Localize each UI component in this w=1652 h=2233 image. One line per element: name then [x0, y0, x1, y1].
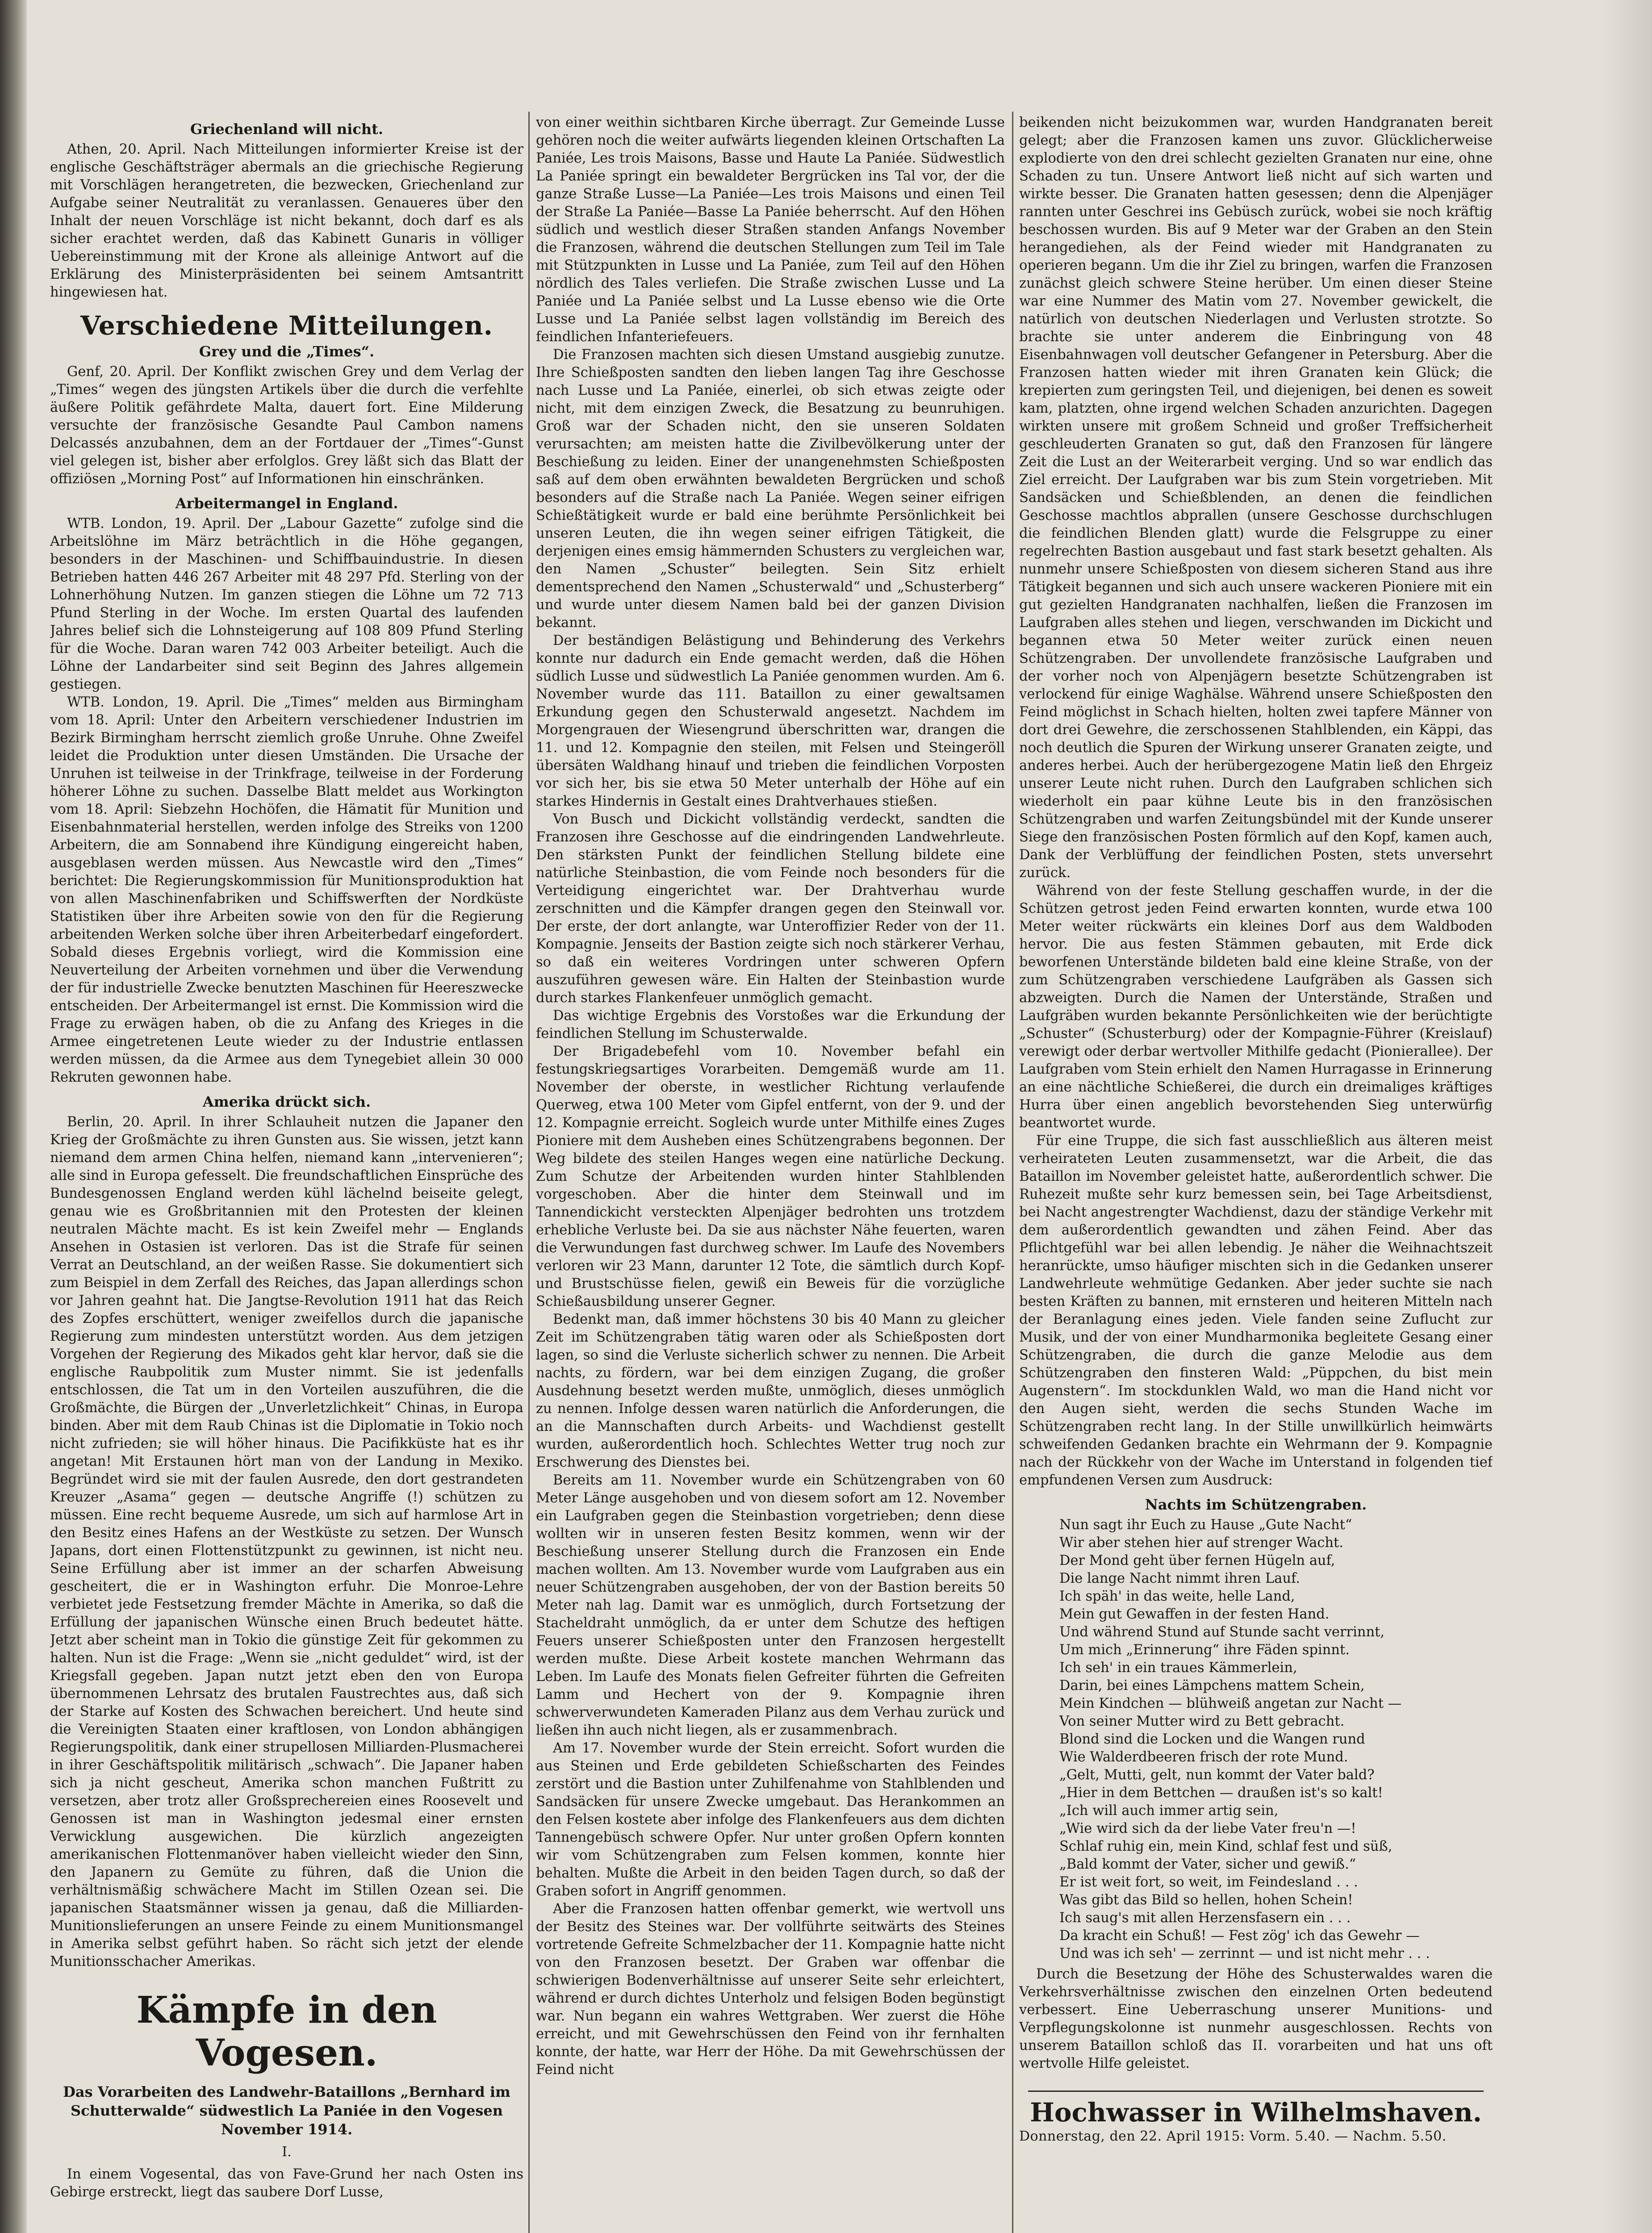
column-right — [1019, 114, 1493, 2233]
poem-line: Ich saug's mit allen Herzensfasern ein . . . — [1059, 1910, 1351, 1926]
tide-heading: Hochwasser in Wilhelmshaven. — [1030, 2097, 1482, 2128]
article-paragraph: WTB. London, 19. April. Der „Labour Gazette“ zufolge sind die Arbeitslöhne im März beträchtlich in die Höhe gegangen, besonders in der Maschinen- und Schiffbauindustrie. In diesen Betrieben hatten 446 267 Arbeiter mit 48 297 Pfd. Sterling von der Lohnerhöhung Nutzen. Im ganzen stiegen die Löhne um 72 713 Pfund Sterling in der Woche. Im ersten Quartal des laufenden Jahres belief sich die Lohnsteigerung auf 108 809 Pfund Sterling für die Woche. Daran waren 742 003 Arbeiter beteiligt. Auch die Löhne der Landarbeiter sind seit Beginn des Jahres allgemein gestiegen. — [50, 516, 523, 692]
poem-line: Der Mond geht über fernen Hügeln auf, — [1059, 1553, 1335, 1568]
column-divider — [528, 112, 530, 2233]
article-paragraph: Berlin, 20. April. In ihrer Schlauheit nutzen die Japaner den Krieg der Großmächte zu ihren Gunsten aus. Sie wissen, jetzt kann niemand dem armen China helfen, niemand kann „intervenieren“; alle sind in Europa gefesselt. Die freundschaftlichen Einsprüche des Bundesgenossen England werden kühl lächelnd beiseite gelegt, genau wie es Großbritannien mit den Protesten der kleinen neutralen Mächte macht. Es ist kein Zweifel mehr — Englands Ansehen in Ostasien ist verloren. Das ist die Strafe für seinen Verrat an Deutschland, an der weißen Rasse. Sie dokumentiert sich zum Beispiel in dem Zerfall des Reiches, das Japan allerdings schon vor Jahren geahnt hat. Die Jangtse-Revolution 1911 hat das Reich des Zopfes erschüttert, weniger zweifellos durch die japanische Regierung zum mindesten unterstützt worden. Aus dem jetzigen Vorgehen der Regierung des Mikados geht klar hervor, daß sie die englische Raubpolitik zum Muster nimmt. Sie ist jedenfalls entschlossen, die Tat um in den Vorteilen auszuführen, die die Großmächte, die Bürgen der „Unverletzlichkeit“ Chinas, in Europa binden. Aber mit dem Raub Chinas ist die Diplomatie in Tokio noch nicht zufrieden; sie will höher hinaus. Die Pacifikküste hat es ihr angetan! Mit Erstaunen hört man von der Landung in Mexiko. Begründet wird sie mit der faulen Ausrede, den dort gestrandeten Kreuzer „Asama“ gegen — deutsche Angriffe (!) schützen zu müssen. Eine recht bequeme Ausrede, um sich auf harmlose Art in den Besitz eines Hafens an der Westküste zu setzen. Der Wunsch Japans, dort einen Flottenstützpunkt zu gewinnen, ist nicht neu. Seine Erfüllung aber ist immer an der scharfen Abweisung gescheitert, die er in Washington erfuhr. Die Monroe-Lehre verbietet jede Festsetzung fremder Mächte in Amerika, so daß die Erfüllung der japanischen Wünsche einen Bruch bedeutet hätte. Jetzt aber scheint man in Tokio die günstige Zeit für gekommen zu halten. Nun ist die Frage: „Wenn sie „nicht geduldet“ wird, ist der Kriegsfall gegeben. Japan nutzt jetzt eben den von Europa übernommenen Lehrsatz des brutalen Faustrechtes aus, daß sich der Starke auf Kosten des Schwachen bereichert. Und heute sind die Vereinigten Staaten einer kraftlosen, von London abhängigen Regierungspolitik, dank einer strupellosen Milliarden-Plusmacherei in ihrer Geschäftspolitik militärisch „schwach“. Die Japaner haben sich ja nicht gescheut, Amerika schon manchen Fußtritt zu versetzen, aber trotz aller Großsprechereien eines Roosevelt und Genossen ist man in Washington jedesmal einer ernsten Verwicklung ausgewichen. Die kürzlich angezeigten amerikanischen Flottenmanöver haben vielleicht wieder den Sinn, den Japanern zu Gemüte zu führen, daß die Union die verhältnismäßig schwächere Macht im Stillen Ozean sei. Die japanischen Staatsmänner wissen ja genau, daß die Milliarden-Munitionslieferungen an unsere Feinde zu einem Munitionsmangel in Amerika selbst geführt haben. So rächt sich jetzt der elende Munitionsschacher Amerikas. — [50, 1114, 523, 1970]
article-paragraph: Bereits am 11. November wurde ein Schützengraben von 60 Meter Länge ausgehoben und von diesem sofort am 12. November ein Laufgraben gegen die Steinbastion vorgetrieben; denn diese wollten wir in unseren festen Besitz kommen, wenn wir der Beschießung unserer Stellung durch die Franzosen ein Ende machen wollten. Am 13. November wurde vom Laufgraben aus ein neuer Schützengraben ausgehoben, der von der Bastion bereits 50 Meter nah lag. Damit war es unmöglich, durch Fortsetzung der Stacheldraht unmöglich, da er unter dem Schutze des heftigen Feuers unserer Schießposten unter den Franzosen hergestellt werden mußte. Diese Arbeit kostete manchen Wehrmann das Leben. Im Laufe des Monats fielen Gefreiter führten die Gefreiten Lamm und Hechert von der 9. Kompagnie ihren schwerverwundeten Kameraden Pilanz aus dem Verhau zurück und ließen ihn auch nicht liegen, als er zusammenbrach. — [536, 1472, 1005, 1738]
poem-line: Mein gut Gewaffen in der festen Hand. — [1059, 1606, 1330, 1622]
poem-line: Was gibt das Bild so hellen, hohen Schein! — [1059, 1892, 1353, 1908]
poem-line: Ich späh' in das weite, helle Land, — [1059, 1589, 1295, 1604]
article-paragraph: Das wichtige Ergebnis des Vorstoßes war die Erkundung der feindlichen Stellung im Schusterwalde. — [536, 1008, 1005, 1041]
poem-line: „Ich will auch immer artig sein, — [1059, 1803, 1279, 1819]
poem-line: Und während Stund auf Stunde sacht verrinnt, — [1059, 1624, 1385, 1640]
poem-line: Wir aber stehen hier auf strenger Wacht. — [1059, 1535, 1343, 1551]
poem-line: Da kracht ein Schuß! — Fest zög' ich das Gewehr — — [1059, 1928, 1420, 1944]
article-heading: Griechenland will nicht. — [190, 121, 383, 138]
poem-line: „Bald kommt der Vater, sicher und gewiß.“ — [1059, 1857, 1356, 1872]
part-number: I. — [282, 2144, 292, 2160]
article-paragraph: Die Franzosen machten sich diesen Umstand ausgiebig zunutze. Ihre Schießposten sandten den lieben langen Tag ihre Geschosse nach Lusse und La Paniée, einerlei, ob sich etwas zeigte oder nicht, mit dem einzigen Zweck, die Besatzung zu beunruhigen. Groß war der Schaden nicht, den sie unseren Soldaten verursachten; am meisten hatte die Zivilbevölkerung unter der Beschießung zu leiden. Einer der unangenehmsten Schießposten saß auf dem oben erwähnten bewaldeten Bergrücken und schoß besonders auf die Straße nach La Paniée. Wegen seiner eifrigen Schießtätigkeit wurde er bald eine berühmte Persönlichkeit bei unseren Leuten, die ihn wegen seiner eifrigen Tätigkeit, die derjenigen eines emsig hämmernden Schusters zu vergleichen war, den Namen „Schuster“ beilegten. Sein Sitz erhielt dementsprechend den Namen „Schusterwald“ und „Schusterberg“ und wurde unter diesem Namen bald bei der ganzen Division bekannt. — [536, 347, 1005, 631]
poem-line: Und was ich seh' — zerrinnt — und ist nicht mehr . . . — [1059, 1946, 1430, 1961]
poem-line: Von seiner Mutter wird zu Bett gebracht. — [1059, 1714, 1345, 1729]
article-heading: Amerika drückt sich. — [202, 1093, 371, 1110]
column-middle — [536, 114, 1005, 2233]
article-heading: Nachts im Schützengraben. — [1145, 1496, 1367, 1513]
poem-line: „Gelt, Mutti, gelt, nun kommt der Vater bald? — [1059, 1767, 1375, 1783]
article-paragraph: Für eine Truppe, die sich fast ausschließlich aus älteren meist verheirateten Leuten zusammensetzt, war die Arbeit, die das Bataillon im November geleistet hatte, außerordentlich schwer. Die Ruhezeit mußte sehr kurz bemessen sein, bei Tage Arbeitsdienst, bei Nacht angestrengter Wachdienst, dazu der ständige Verkehr mit dem außerordentlich gewandten und zähen Feind. Aber das Pflichtgefühl war bei allen lebendig. Je näher die Weihnachtszeit heranrückte, umso häufiger mischten sich in die Gedanken unserer Landwehrleute wehmütige Gedanken. Aber jeder suchte sie nach besten Kräften zu bannen, mit ernsteren und heiteren Mitteln nach der Beranlagung eines jeden. Viele fanden seine Zuflucht zur Musik, und der von einer Mundharmonika begleitete Gesang einer Schützengraben, die durch die ganze Melodie aus dem Schützengraben den finsteren Wald: „Püppchen, du bist mein Augenstern“. Im stockdunklen Wald, wo man die Hand nicht vor den Augen sieht, werden die sechs Stunden Wache im Schützengraben recht lang. In der Stille unwillkürlich heimwärts schweifenden Gedanken brachte ein Wehrmann der 9. Kompagnie nach der Rückkehr von der Wache im Unterstand in folgenden tief empfundenen Versen zum Ausdruck: — [1019, 1133, 1493, 1488]
tide-times: Donnerstag, den 22. April 1915: Vorm. 5.40. — Nachm. 5.50. — [1019, 2128, 1447, 2144]
poem-line: Blond sind die Locken und die Wangen rund — [1059, 1731, 1365, 1747]
poem-line: Mein Kindchen — blühweiß angetan zur Nacht — — [1059, 1696, 1402, 1711]
poem-line: Schlaf ruhig ein, mein Kind, schlaf fest und süß, — [1059, 1839, 1393, 1854]
section-heading: Verschiedene Mitteilungen. — [80, 310, 493, 341]
poem-line: Er ist weit fort, so weit, im Feindesland . . . — [1059, 1874, 1358, 1890]
poem-line: Um mich „Erinnerung“ ihre Fäden spinnt. — [1059, 1642, 1350, 1658]
page-edge-shadow — [1603, 0, 1652, 2233]
article-paragraph: Genf, 20. April. Der Konflikt zwischen Grey und dem Verlag der „Times“ wegen des jüngsten Artikels über die durch die verfehlte äußere Politik gefährdete Malta, dauert fort. Eine Milderung versuchte der französische Gesandte Paul Cambon namens Delcassés anzubahnen, dem an der Fortdauer der „Times“-Gunst viel gelegen ist, bisher aber erfolglos. Grey läßt sich das Blatt der offiziösen „Morning Post“ auf Informationen hin einschränken. — [50, 364, 523, 487]
article-paragraph: Bedenkt man, daß immer höchstens 30 bis 40 Mann zu gleicher Zeit im Schützengraben tätig waren oder als Schießposten dort lagen, so sind die Verluste sicherlich schwer zu nennen. Die Arbeit nachts, zu fördern, war bei dem einzigen Zugang, die großer Ausdehnung besetzt werden mußte, unmöglich, dieses unmöglich zu nennen. Infolge dessen waren natürlich die Anforderungen, die an die Mannschaften durch Arbeits- und Wachdienst gestellt wurden, außerordentlich hoch. Schlechtes Wetter trug noch zur Erschwerung des Dienstes bei. — [536, 1312, 1005, 1470]
article-paragraph: Athen, 20. April. Nach Mitteilungen informierter Kreise ist der englische Geschäftsträger abermals an die griechische Regierung mit Vorschlägen herangetreten, die bezwecken, Griechenland zur Aufgabe seiner Neutralität zu veranlassen. Genaueres über den Inhalt der neuen Vorschläge ist nicht bekannt, doch darf es als sicher erachtet werden, daß das Kabinett Gunaris in völliger Uebereinstimmung mit der Krone als alleinige Antwort auf die Erklärung des Ministerpräsidenten bei seinem Amtsantritt hingewiesen hat. — [50, 142, 523, 300]
article-heading: Arbeitermangel in England. — [175, 495, 398, 512]
article-paragraph: Aber die Franzosen hatten offenbar gemerkt, wie wertvoll uns der Besitz des Steines war. Der vollführte seitwärts des Steines vortretende Gefreite Schmelzbacher der 11. Kompagnie hatte nicht von den Franzosen besetzt. Der Graben war offenbar die schwierigen Bodenverhältnisse auf unserer Seite sehr erleichtert, während er durch dichtes Unterholz und felsigen Boden begünstigt war. Nun begann ein wahres Wettgraben. Wer zuerst die Höhe erreicht, und mit Gewehrschüssen den Feind von ihr fernhalten konnte, der hatte, war Herr der Höhe. Da mit Gewehrschüssen der Feind nicht — [536, 1901, 1005, 2078]
poem-line: „Wie wird sich da der liebe Vater freu'n —! — [1059, 1821, 1356, 1836]
poem-line: „Hier in dem Bettchen — draußen ist's so kalt! — [1059, 1785, 1383, 1801]
poem-line: Die lange Nacht nimmt ihren Lauf. — [1059, 1571, 1300, 1586]
article-paragraph: Durch die Besetzung der Höhe des Schusterwaldes waren die Verkehrsverhältnisse zwischen den einzelnen Orten bedeutend verbessert. Eine Ueberraschung unserer Munitions- und Verpflegungskolonne ist nunmehr ausgeschlossen. Rechts von unserem Bataillon schloß das II. vorarbeiten und hat uns oft wertvolle Hilfe geleistet. — [1019, 1966, 1493, 2071]
feature-headline: Kämpfe in den Vogesen. — [136, 1989, 437, 2074]
poem-line: Ich seh' in ein traues Kämmerlein, — [1059, 1660, 1297, 1676]
article-paragraph: In einem Vogesental, das von Fave-Grund her nach Osten ins Gebirge erstreckt, liegt das saubere Dorf Lusse, — [50, 2166, 523, 2200]
poem-line: Nun sagt ihr Euch zu Hause „Gute Nacht“ — [1059, 1517, 1352, 1533]
poem-line: Darin, bei eines Lämpchens mattem Schein, — [1059, 1678, 1365, 1694]
article-paragraph: Von Busch und Dickicht vollständig verdeckt, sandten die Franzosen ihre Geschosse auf die eindringenden Landwehrleute. Den stärksten Punkt der feindlichen Stellung bildete eine natürliche Steinbastion, die vom Feinde noch besonders für die Verteidigung eingerichtet war. Der Drahtverhau wurde zerschnitten und die Kämpfer drangen gegen den Steinwall vor. Der erste, der dort anlangte, war Unteroffizier Reder von der 11. Kompagnie. Jenseits der Bastion zeigte sich noch stärkerer Verhau, so daß ein weiteres Vordringen unter schweren Opfern auszuführen gewesen wäre. Ein Halten der Steinbastion wurde durch starkes Flankenfeuer unmöglich gemacht. — [536, 811, 1005, 1006]
article-paragraph: Am 17. November wurde der Stein erreicht. Sofort wurden die aus Steinen und Erde gebildeten Schießscharten des Feindes zerstört und die Bastion unter Zuhilfenahme von Stahlblenden und Sandsäcken für unsere Zwecke umgebaut. Das Herankommen an den Felsen kostete aber infolge des Flankenfeuers aus dem dichten Tannengebüsch schwere Opfer. Nur unter großen Opfern konnten wir vom Schützengraben zum Felsen kommen, konnte hier behalten. Mußte die Arbeit in den beiden Tagen durch, so daß der Graben sofort in Angriff genommen. — [536, 1740, 1005, 1899]
article-paragraph: Der Brigadebefehl vom 10. November befahl ein festungskriegsartiges Vorarbeiten. Demgemäß wurde am 11. November der oberste, in westlicher Richtung verlaufende Querweg, etwa 100 Meter vom Gipfel entfernt, von der 9. und der 12. Kompagnie erreicht. Sogleich wurde unter Mithilfe eines Zuges Pioniere mit dem Ausheben eines Schützengrabens begonnen. Der Weg bildete des steilen Hanges wegen eine natürliche Deckung. Zum Schutze der Arbeitenden wurden hinter Stahlblenden vorgeschoben. Aber die hinter dem Steinwall und im Tannendickicht versteckten Alpenjäger bedrohten uns trotzdem erhebliche Verluste bei. Da sie aus nächster Nähe feuerten, waren die Verwundungen fast durchweg schwer. Im Laufe des Novembers verloren wir 23 Mann, darunter 12 Tote, die sämtlich durch Kopf- und Brustschüsse fielen, gewiß ein Beweis für die vorzügliche Schießausbildung unserer Gegner. — [536, 1044, 1005, 1309]
article-paragraph: Der beständigen Belästigung und Behinderung des Verkehrs konnte nur dadurch ein Ende gemacht werden, daß die Höhen südlich Lusse und südwestlich La Paniée genommen wurden. Am 6. November wurde das 111. Bataillon zu einer gewaltsamen Erkundung gegen den Schusterwald angesetzt. Nachdem im Morgengrauen der Wiesengrund überschritten war, drangen die 11. und 12. Kompagnie den steilen, mit Felsen und Steingeröll übersäten Waldhang hinauf und trieben die feindlichen Vorposten vor sich her, bis sie etwa 50 Meter unterhalb der Höhe auf ein starkes Hindernis in Gestalt eines Drahtverhaues stießen. — [536, 633, 1005, 809]
page-binding — [0, 0, 27, 2233]
article-paragraph: von einer weithin sichtbaren Kirche überragt. Zur Gemeinde Lusse gehören noch die weiter aufwärts liegenden kleinen Ortschaften La Paniée, Les trois Maisons, Basse und Haute La Paniée. Südwestlich La Paniée springt ein bewaldeter Bergrücken ins Tal vor, der die ganze Straße Lusse—La Paniée—Les trois Maisons und einen Teil der Straße La Paniée—Basse La Paniée beherrscht. Auf den Höhen südlich und westlich dieser Straßen standen Anfangs November die Franzosen, während die deutschen Stellungen zum Teil im Tale mit Stützpunkten in Lusse und La Paniée, zum Teil auf den Höhen nördlich des Tales verliefen. Die Straße zwischen Lusse und La Paniée und La Paniée selbst und La Lusse ebenso wie die Orte Lusse und La Paniée selbst lagen vollständig im Bereich des feindlichen Infanteriefeuers. — [536, 115, 1005, 345]
feature-subtitle: Das Vorarbeiten des Landwehr-Bataillons „Bernhard im Schutterwalde“ südwestlich La Paniée in den Vogesen November 1914. — [63, 2083, 510, 2138]
article-heading: Grey und die „Times“. — [199, 343, 375, 360]
article-paragraph: beikenden nicht beizukommen war, wurden Handgranaten bereit gelegt; aber die Franzosen kamen uns zuvor. Glücklicherweise explodierte von den drei schlecht gezielten Granaten nur eine, ohne Schaden zu tun. Unsere Antwort ließ nicht auf sich warten und wirkte besser. Die Granaten hatten gesessen; denn die Alpenjäger rannten unter Geschrei ins Gebüsch zurück, wobei sie noch kräftig beschossen wurden. Bis auf 9 Meter war der Graben an den Stein herangediehen, als der Feind wieder mit Handgranaten zu operieren begann. Um die ihr Ziel zu bringen, warfen die Franzosen zunächst gleich schwere Steine herüber. Um einen dieser Steine war eine Nummer des Matin vom 27. November gewickelt, die natürlich von deutschen Niederlagen und Verlusten strotzte. So brachte sie unter anderem die Einbringung von 48 Eisenbahnwagen voll deutscher Gefangener in Petersburg. Aber die Franzosen hatten wieder mit ihren Granaten kein Glück; die krepierten zum geringsten Teil, und diejenigen, bei denen es soweit kam, platzten, ohne irgend welchen Schaden anzurichten. Dagegen wirkten unsere mit großem Schneid und großer Treffsicherheit geschleuderten Granaten so gut, daß den Franzosen für längere Zeit die Lust an der Weiterarbeit verging. Und so war endlich das Ziel erreicht. Der Laufgraben war bis zum Stein vorgetrieben. Mit Sandsäcken und Schießblenden, an denen die feindlichen Geschosse machtlos abprallen (unsere Geschosse durchschlugen die feindlichen Blenden glatt) wurde die Felsgruppe zu einer regelrechten Bastion ausgebaut und fast stark besetzt gehalten. Als nunmehr unsere Schießposten von diesem sicheren Stand aus ihre Tätigkeit begannen und sich auch unsere wackeren Pioniere mit ein gut gezielten Handgranaten nachhalfen, ließen die Franzosen im Laufgraben alles stehen und liegen, verschwanden im Dickicht und begannen etwa 50 Meter weiter zurück einen neuen Schützengraben. Der unvollendete französische Laufgraben und der vorher noch von Alpenjägern besetzte Schützengraben ist verlockend für einige Waghälse. Während unsere Schießposten den Feind möglichst in Schach hielten, holten zwei tapfere Männer von dort drei Gewehre, die zerschossenen Stahlblenden, ein Käppi, das noch deutlich die Spuren der Wirkung unserer Granaten zeigte, und anderes herbei. Auch der herübergezogene Matin ließ den Ehrgeiz unserer Leute nicht ruhen. Durch den Laufgraben schlichen sich wiederholt ein paar kühne Leute bis in den französischen Schützengraben und warfen Zeitungsbündel mit der Kunde unserer Siege den französischen Posten förmlich auf den Kopf, kamen auch, Dank der Verblüffung der feindlichen Posten, stets unversehrt zurück. — [1019, 115, 1493, 881]
column-divider — [1012, 112, 1013, 2233]
separator-rule — [1028, 2091, 1484, 2092]
article-paragraph: Während von der feste Stellung geschaffen wurde, in der die Schützen getrost jeden Feind erwarten konnten, wurde etwa 100 Meter weiter rückwärts ein kleines Dorf aus dem Waldboden hervor. Die aus festen Stämmen gebauten, mit Erde dick beworfenen Unterstände bildeten bald eine kleine Straße, von der zum Schützengraben verschiedene Laufgräben als Gassen sich abzweigten. Durch die Namen der Unterstände, Straßen und Laufgräben wurden bekannte Persönlichkeiten wie der berüchtigte „Schuster“ (Schusterburg) oder der Kompagnie-Führer (Kreislauf) verewigt oder derbar wertvoller Mithilfe gedacht (Pionierallee). Der Laufgraben vom Stein erhielt den Namen Hurragasse in Erinnerung an eine nächtliche Schießerei, die durch ein dreimaliges kräftiges Hurra über einen angeblich bevorstehenden Sieg unterwürfig beantwortet wurde. — [1019, 883, 1493, 1131]
column-left — [50, 114, 523, 2233]
poem — [1059, 1516, 1493, 1963]
poem-line: Wie Walderdbeeren frisch der rote Mund. — [1059, 1749, 1348, 1765]
article-paragraph: WTB. London, 19. April. Die „Times“ melden aus Birmingham vom 18. April: Unter den Arbeitern verschiedener Industrien im Bezirk Birmingham herrscht ziemlich große Unruhe. Ohne Zweifel leidet die Produktion unter diesen Umständen. Die Ursache der Unruhen ist teilweise in der Trinkfrage, teilweise in der Forderung höherer Löhne zu suchen. Dasselbe Blatt meldet aus Workington vom 18. April: Siebzehn Hochöfen, die Hämatit für Munition und Eisenbahnmaterial herstellen, werden infolge des Streiks von 1200 Arbeitern, die am Sonnabend ihre Kündigung eingereicht haben, ausgeblasen werden müssen. Aus Newcastle wird den „Times“ berichtet: Die Regierungskommission für Munitionsproduktion hat von allen Maschinenfabriken und Schiffswerften der Nordküste Statistiken über ihre Arbeiten sowie von den für die Regierung arbeitenden Werken solche über ihren Arbeiterbedarf eingefordert. Sobald dieses Ergebnis vorliegt, wird die Kommission eine Neuverteilung der Arbeiten vornehmen und über die Verwendung der für industrielle Zwecke benutzten Maschinen für Heereszwecke entscheiden. Der Arbeitermangel ist ernst. Die Kommission wird die Frage zu erwägen haben, ob die zu Anfang des Krieges in die Armee eingetretenen Leute wieder zu der Industrie entlassen werden müssen, da die Armee aus dem Tynegebiet allein 30 000 Rekruten gewonnen habe. — [50, 694, 523, 1085]
